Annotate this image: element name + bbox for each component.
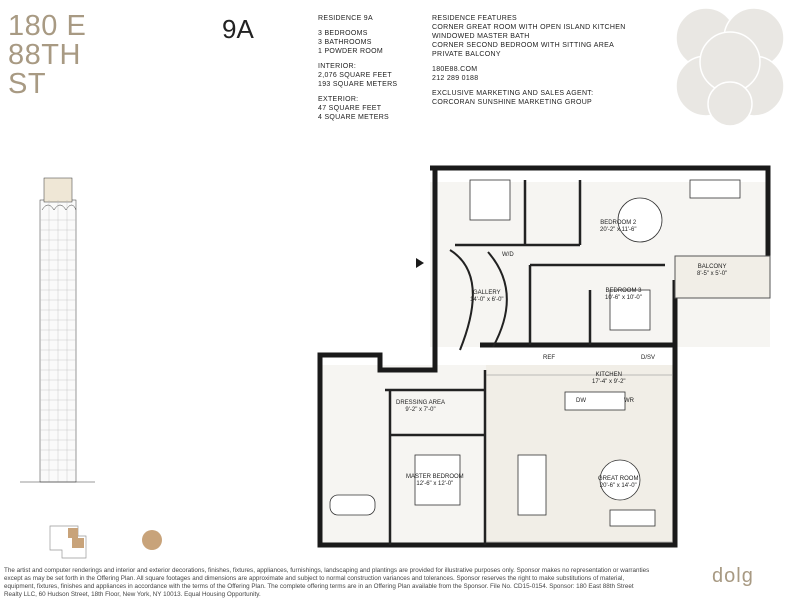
feature-item: PRIVATE BALCONY <box>432 51 501 58</box>
room-name: BEDROOM 2 <box>600 220 637 226</box>
room-bedroom-3 <box>605 288 642 302</box>
key-plan-icon <box>48 524 88 560</box>
label-wd: W/D <box>502 252 514 258</box>
overlapping-circles-pattern <box>668 4 792 128</box>
interior-heading: INTERIOR: <box>318 63 357 70</box>
rooms-item: 3 BEDROOMS <box>318 30 368 37</box>
room-dims: 9'-2" x 7'-0" <box>405 407 436 413</box>
room-dims: 20'-6" x 14'-0" <box>599 483 637 489</box>
feature-item: CORNER GREAT ROOM WITH OPEN ISLAND KITCHEN <box>432 24 626 31</box>
room-balcony <box>697 264 727 278</box>
room-dims: 17'-4" x 9'-2" <box>592 379 626 385</box>
compass-icon <box>140 528 164 552</box>
room-name: GALLERY <box>473 290 501 296</box>
room-dims: 14'-0" x 6'-0" <box>470 297 504 303</box>
interior-value: 2,076 SQUARE FEET <box>318 72 392 79</box>
room-name: MASTER BEDROOM <box>406 474 464 480</box>
room-name: DRESSING AREA <box>396 400 446 406</box>
address-line: 180 E <box>8 10 87 42</box>
label-wr: WR <box>624 398 634 404</box>
specs-column <box>318 14 397 122</box>
label-dw: DW <box>576 398 586 404</box>
address-line: ST <box>8 68 47 100</box>
legal-disclaimer: The artist and computer renderings and interior and exterior decorations, finishes, fixtures, appliances, furnishings, landscaping and plantings are provided for illustrative purposes only. Sponsor makes no representation or warranties except as may be set forth in the Offering Plan. All square footages and dimensions are approximate and subject to normal construction variances and tolerances. Sponsor reserves the right to make substitutions of material, equipment, fixtures, finishes and appliances in accordance with the terms of the Offering Plan. The complete offering terms are in an Offering Plan available from the Sponsor. File No. CD15-0154. Sponsor: 180 East 88th Street Realty LLC, 60 Hudson Street, 18th Floor, New York, NY 10013. Equal Housing Opportunity. <box>4 567 650 598</box>
exterior-heading: EXTERIOR: <box>318 96 359 103</box>
unit-number: 9A <box>222 14 254 44</box>
room-name: GREAT ROOM <box>598 476 639 482</box>
address-line: 88TH <box>8 39 81 71</box>
agent-heading: EXCLUSIVE MARKETING AND SALES AGENT: <box>432 90 594 97</box>
room-dims: 20'-2" x 11'-6" <box>600 227 637 233</box>
room-gallery <box>470 290 504 304</box>
phone-number[interactable]: 212 289 0188 <box>432 75 479 82</box>
exterior-value: 47 SQUARE FEET <box>318 105 382 112</box>
brand-logo: dolg <box>712 565 754 587</box>
entry-arrow-icon <box>416 258 424 268</box>
room-great-room <box>598 476 638 490</box>
room-bedroom-2 <box>600 220 636 234</box>
features-heading: RESIDENCE FEATURES <box>432 15 518 22</box>
room-kitchen <box>592 372 626 386</box>
rooms-item: 3 BATHROOMS <box>318 39 372 46</box>
building-elevation <box>20 170 95 490</box>
exterior-value: 4 SQUARE METERS <box>318 114 390 121</box>
room-name: KITCHEN <box>595 372 622 378</box>
residence-label: RESIDENCE 9A <box>318 15 373 22</box>
feature-item: CORNER SECOND BEDROOM WITH SITTING AREA <box>432 42 615 49</box>
rooms-item: 1 POWDER ROOM <box>318 48 383 55</box>
room-name: BEDROOM 3 <box>605 288 642 294</box>
room-dims: 8'-5" x 5'-0" <box>697 271 728 277</box>
features-column <box>432 14 626 107</box>
agent-name: CORCORAN SUNSHINE MARKETING GROUP <box>432 99 593 106</box>
room-dressing-area <box>396 400 445 414</box>
label-dsv: D/SV <box>641 355 656 361</box>
interior-value: 193 SQUARE METERS <box>318 81 398 88</box>
label-ref: REF <box>543 355 555 361</box>
building-address <box>8 12 86 99</box>
website-link[interactable]: 180E88.COM <box>432 66 478 73</box>
room-dims: 12'-6" x 12'-0" <box>416 481 454 487</box>
feature-item: WINDOWED MASTER BATH <box>432 33 530 40</box>
room-dims: 10'-6" x 10'-0" <box>605 295 642 301</box>
room-master-bedroom <box>406 474 464 488</box>
room-name: BALCONY <box>697 264 727 270</box>
